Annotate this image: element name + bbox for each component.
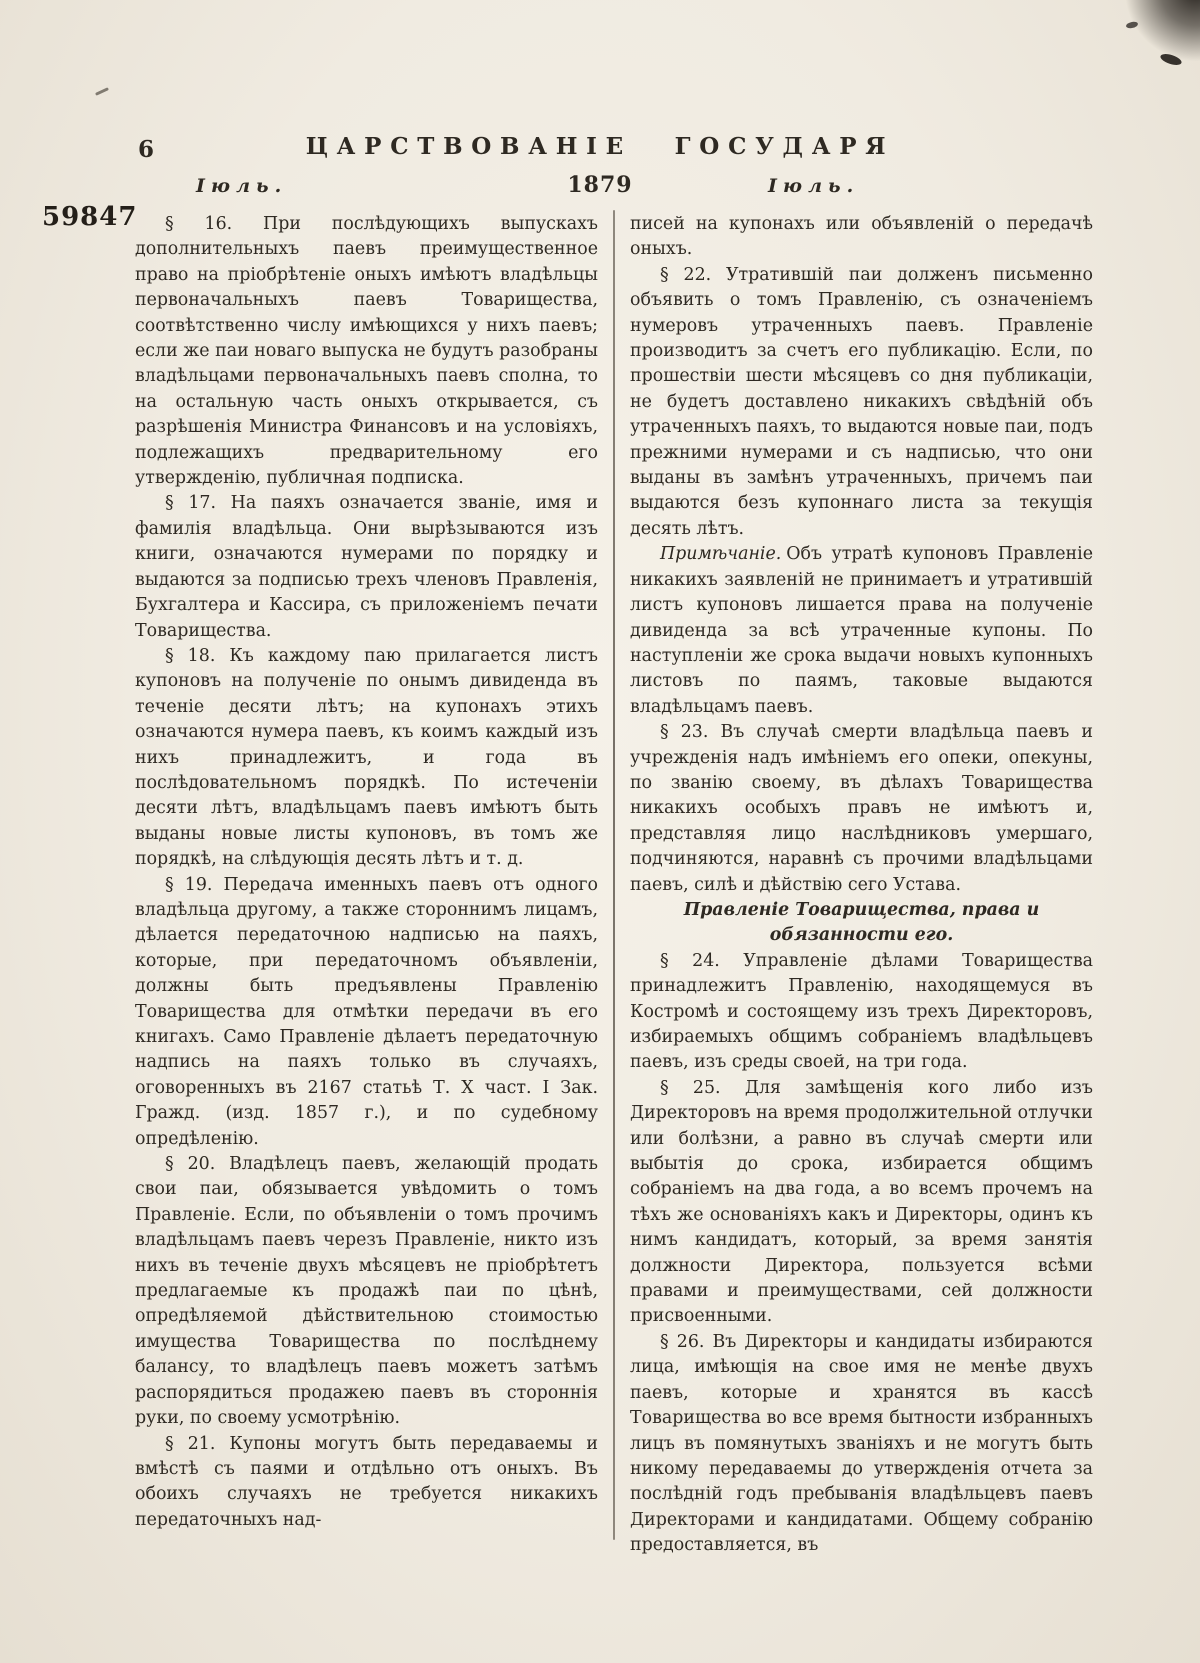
paragraph-26: § 26. Въ Директоры и кандидаты избираются лица, имѣющія на свое имя не менѣе двухъ паевъ, которые и хранятся въ кассѣ Товарищества во все время бытности избранныхъ лицъ въ помянутыхъ званіяхъ и не могутъ быть никому передаваемы до утвержденія отчета за послѣдній годъ пребыванія владѣльцевъ паевъ Директорами и кандидатами. Общему собранію предоставляется, въ [630, 1331, 1093, 1556]
year-label: 1879 [567, 172, 633, 198]
paragraph-23: § 23. Въ случаѣ смерти владѣльца паевъ и учрежденія надъ имѣніемъ его опеки, опекуны, по званію своему, въ дѣлахъ Товарищества никакихъ особыхъ правъ не имѣютъ и, представляя лицо наслѣдниковъ умершаго, подчиняются, наравнѣ съ прочими владѣльцами паевъ, силѣ и дѣйствію сего Устава. [630, 722, 1093, 895]
paragraph-24: § 24. Управленіе дѣлами Товарищества принадлежитъ Правленію, находящемуся въ Костромѣ и состоящему изъ трехъ Директоровъ, избираемыхъ общимъ собраніемъ владѣльцевъ паевъ, изъ среды своей, на три года. [630, 950, 1093, 1073]
paragraph-25: § 25. Для замѣщенія кого либо изъ Директоровъ на время продолжительной отлучки или болѣзни, а равно въ случаѣ смерти или выбытія до срока, избирается общимъ собраніемъ на два года, а во всемъ прочемъ на тѣхъ же основаніяхъ какъ и Директоры, одинъ къ нимъ кандидатъ, который, за время занятія должности Директора, пользуется всѣми правами и преимуществами, сей должности присвоенными. [630, 1077, 1093, 1327]
statute-number: 59847 [42, 202, 138, 232]
paragraph-19: § 19. Передача именныхъ паевъ отъ одного владѣльца другому, а также стороннимъ лицамъ, дѣлается передаточною надписью на паяхъ, которые, при передаточномъ объявленіи, должны быть предъявлены Правленію Товарищества для отмѣтки передачи въ его книгахъ. Само Правленіе дѣлаетъ передаточную надпись на паяхъ только въ случаяхъ, оговоренныхъ въ 2167 статьѣ Т. X част. I Зак. Гражд. (изд. 1857 г.), и по судебному опредѣленію. [135, 874, 598, 1149]
left-column [135, 212, 598, 1559]
section-heading: Правленіе Товарищества, права и обязанности его. [683, 899, 1040, 946]
month-label-left: Іюль. [196, 175, 288, 197]
note-text: Объ утратѣ купоновъ Правленіе никакихъ заявленій не принимаетъ и утратившій листъ купоновъ лишается права на полученіе дивиденда за всѣ утраченные купоны. По наступленіи же срока выдачи новыхъ купонныхъ листовъ по паямъ, таковые выдаются владѣльцамъ паевъ. [630, 544, 1093, 717]
month-label-right: Іюль. [768, 175, 860, 197]
paragraph-21-continuation: писей на купонахъ или объявленій о передачѣ оныхъ. [630, 214, 1093, 260]
paragraph-20: § 20. Владѣлецъ паевъ, желающій продать свои паи, обязывается увѣдомить о томъ Правленіе. Если, по объявленіи о томъ прочимъ владѣльцамъ паевъ черезъ Правленіе, никто изъ нихъ въ теченіе двухъ мѣсяцевъ не пріобрѣтетъ предлагаемые къ продажѣ паи по цѣнѣ, опредѣляемой дѣйствительною стоимостью имущества Товарищества по послѣднему балансу, то владѣлецъ паевъ можетъ затѣмъ распорядиться продажею паевъ въ стороннія руки, по своему усмотрѣнію. [135, 1154, 598, 1429]
paragraph-22: § 22. Утратившій паи долженъ письменно объявить о томъ Правленію, съ означеніемъ нумеровъ утраченныхъ паевъ. Правленіе производитъ за счетъ его публикацію. Если, по прошествіи шести мѣсяцевъ со дня публикаціи, не будетъ доставлено никакихъ свѣдѣній объ утраченныхъ паяхъ, то выдаются новые паи, подъ прежними нумерами и съ надписью, что они выданы въ замѣнъ утраченныхъ, причемъ паи выдаются безъ купоннаго листа за текущія десять лѣтъ. [630, 264, 1093, 539]
note-lead: Примѣчаніе. [660, 544, 782, 565]
paragraph-18: § 18. Къ каждому паю прилагается листъ купоновъ на полученіе по онымъ дивиденда въ теченіе десяти лѣтъ; на купонахъ этихъ означаются нумера паевъ, къ коимъ каждый изъ нихъ принадлежитъ, и года въ послѣдовательномъ порядкѣ. По истеченіи десяти лѣтъ, владѣльцамъ паевъ имѣютъ быть выданы новые листы купоновъ, въ томъ же порядкѣ, на слѣдующія десять лѣтъ и т. д. [135, 645, 598, 870]
note-paragraph [630, 542, 1093, 720]
paragraph-21: § 21. Купоны могутъ быть передаваемы и вмѣстѣ съ паями и отдѣльно отъ оныхъ. Въ обоихъ случаяхъ не требуется никакихъ передаточныхъ над- [135, 1433, 598, 1530]
scan-artifact [1124, 0, 1200, 62]
paragraph-16: § 16. При послѣдующихъ выпускахъ дополнительныхъ паевъ преимущественное право на пріобрѣтеніе оныхъ имѣютъ владѣльцы первоначальныхъ паевъ Товарищества, соотвѣтственно числу имѣющихся у нихъ паевъ; если же паи новаго выпуска не будутъ разобраны владѣльцами первоначальныхъ паевъ сполна, то на остальную часть оныхъ открывается, съ разрѣшенія Министра Финансовъ и на условіяхъ, подлежащихъ предварительному его утвержденію, публичная подписка. [135, 214, 598, 489]
paragraph-17: § 17. На паяхъ означается званіе, имя и фамилія владѣльца. Они вырѣзываются изъ книги, означаются нумерами по порядку и выдаются за подписью трехъ членовъ Правленія, Бухгалтера и Кассира, съ приложеніемъ печати Товарищества. [135, 493, 598, 641]
right-column [630, 212, 1093, 1559]
page-number: 6 [138, 136, 155, 163]
page-title: ЦАРСТВОВАНІЕ ГОСУДАРЯ [305, 133, 895, 160]
page-body [135, 212, 1093, 1559]
